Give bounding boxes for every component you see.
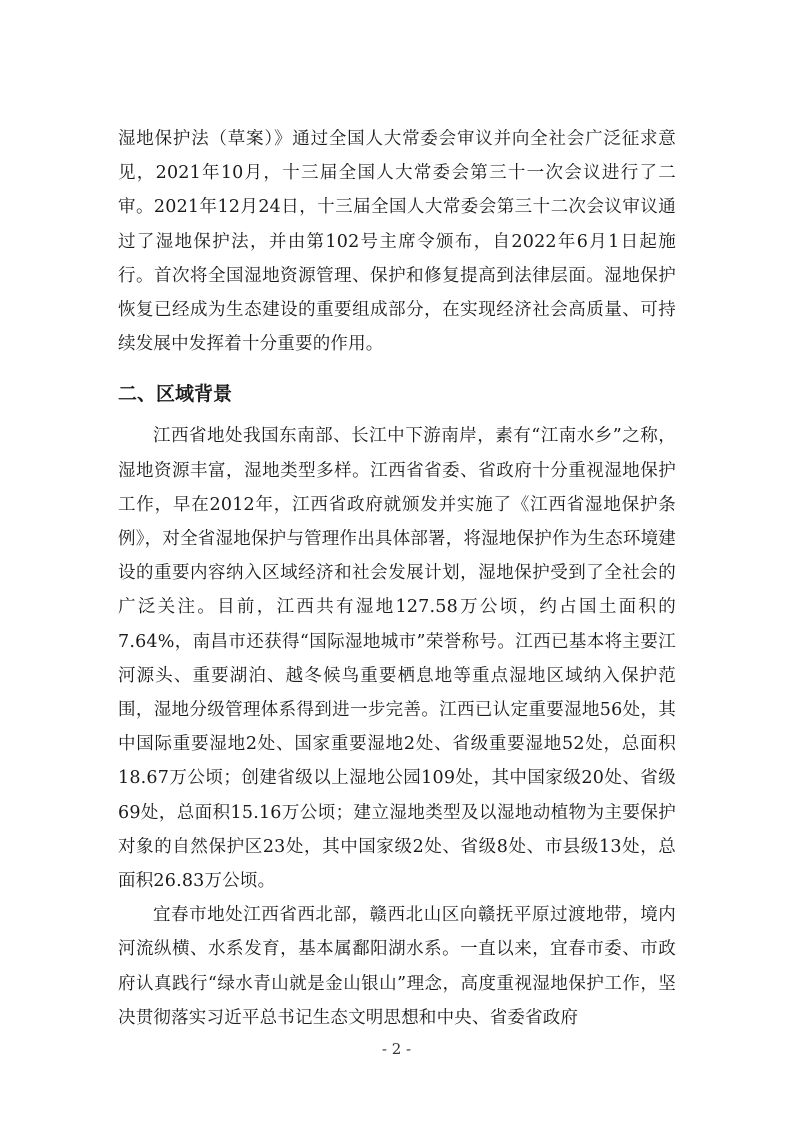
page-number: - 2 - (381, 1040, 412, 1058)
section-heading-regional-background: 二、区域背景 (118, 383, 233, 406)
document-body (118, 122, 676, 1035)
paragraph-wetland-law: 湿地保护法（草案）》通过全国人大常委会审议并向全社会广泛征求意见，2021年10月，十三届全国人大常委会第三十一次会议进行了二审。2021年12月24日，十三届全国人大常委会第三十二次会议审议通过了湿地保护法，并由第102号主席令颁布，自2022年6月1日起施行。首次将全国湿地资源管理、保护和修复提高到法律层面。湿地保护恢复已经成为生态建设的重要组成部分，在实现经济社会高质量、可持续发展中发挥着十分重要的作用。 (118, 129, 676, 355)
paragraph-yichun: 宜春市地处江西省西北部，赣西北山区向赣抚平原过渡地带，境内河流纵横、水系发育，基本属鄱阳湖水系。一直以来，宜春市委、市政府认真践行“绿水青山就是金山银山”理念，高度重视湿地保护工作，坚决贯彻落实习近平总书记生态文明思想和中央、省委省政府 (118, 905, 676, 1028)
paragraph-jiangxi-wetlands: 江西省地处我国东南部、长江中下游南岸，素有“江南水乡”之称，湿地资源丰富，湿地类型多样。江西省省委、省政府十分重视湿地保护工作，早在2012年，江西省政府就颁发并实施了《江西省湿地保护条例》，对全省湿地保护与管理作出具体部署，将湿地保护作为生态环境建设的重要内容纳入区域经济和社会发展计划，湿地保护受到了全社会的广泛关注。目前，江西共有湿地127.58万公顷，约占国土面积的7.64%，南昌市还获得“国际湿地城市”荣誉称号。江西已基本将主要江河源头、重要湖泊、越冬候鸟重要栖息地等重点湿地区域纳入保护范围，湿地分级管理体系得到进一步完善。江西已认定重要湿地56处，其中国际重要湿地2处、国家重要湿地2处、省级重要湿地52处，总面积18.67万公顷；创建省级以上湿地公园109处，其中国家级20处、省级69处，总面积15.16万公顷；建立湿地类型及以湿地动植物为主要保护对象的自然保护区23处，其中国家级2处、省级8处、市县级13处，总面积26.83万公顷。 (118, 426, 676, 892)
